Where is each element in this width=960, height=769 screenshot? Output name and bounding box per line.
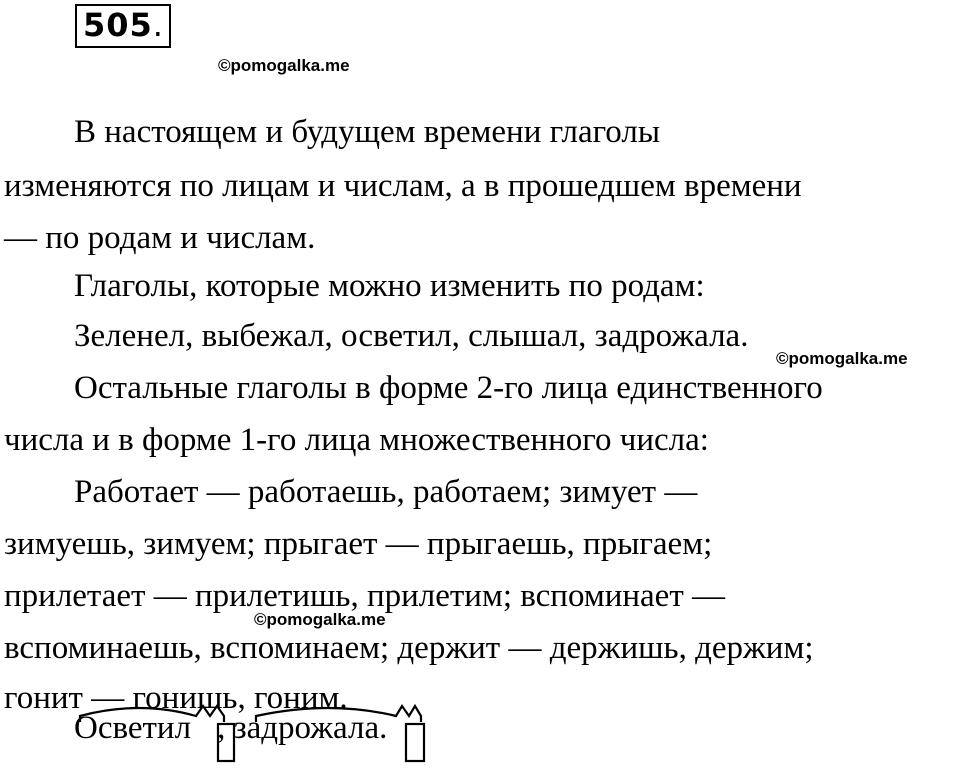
paragraph-5-line-5: гонит — гонишь, гоним.	[4, 680, 348, 716]
paragraph-5-line-4: вспоминаешь, вспоминаем; держит — держишь, держим;	[4, 630, 814, 666]
paragraph-5-line-1: Работает — работаешь, работаем; зимует —	[74, 474, 698, 510]
watermark-lower: ©pomogalka.me	[254, 610, 386, 629]
analysis-final-period: .	[379, 710, 388, 746]
analysis-word-2-root: задрожал	[233, 710, 365, 746]
paragraph-3: Зеленел, выбежал, осветил, слышал, задрожала.	[74, 318, 749, 354]
analysis-word-1: Осветил	[74, 710, 192, 746]
paragraph-5-line-2: зимуешь, зимуем; прыгает — прыгаешь, прыгаем;	[4, 526, 713, 562]
paragraph-1-line-3: — по родам и числам.	[4, 220, 316, 256]
analysis-separator: ,	[217, 710, 234, 746]
watermark-top: ©pomogalka.me	[218, 56, 350, 75]
paragraph-2: Глаголы, которые можно изменить по родам:	[74, 268, 705, 304]
analysis-word-2-ending: а	[364, 710, 380, 746]
paragraph-4-line-2: числа и в форме 1-го лица множественного числа:	[4, 422, 709, 458]
paragraph-4-line-1: Остальные глаголы в форме 2-го лица единственного	[74, 370, 823, 406]
paragraph-1-line-2: изменяются по лицам и числам, а в прошедшем времени	[4, 168, 802, 204]
ending-box-word-2	[406, 724, 424, 761]
exercise-number-suffix: .	[152, 6, 164, 44]
exercise-number-value: 505	[83, 6, 153, 44]
morpheme-analysis	[74, 708, 387, 748]
exercise-number	[83, 2, 164, 48]
watermark-middle: ©pomogalka.me	[776, 349, 908, 368]
paragraph-1-line-1: В настоящем и будущем времени глаголы	[74, 114, 661, 150]
paragraph-5-line-3: прилетает — прилетишь, прилетим; вспоминает —	[4, 578, 726, 614]
